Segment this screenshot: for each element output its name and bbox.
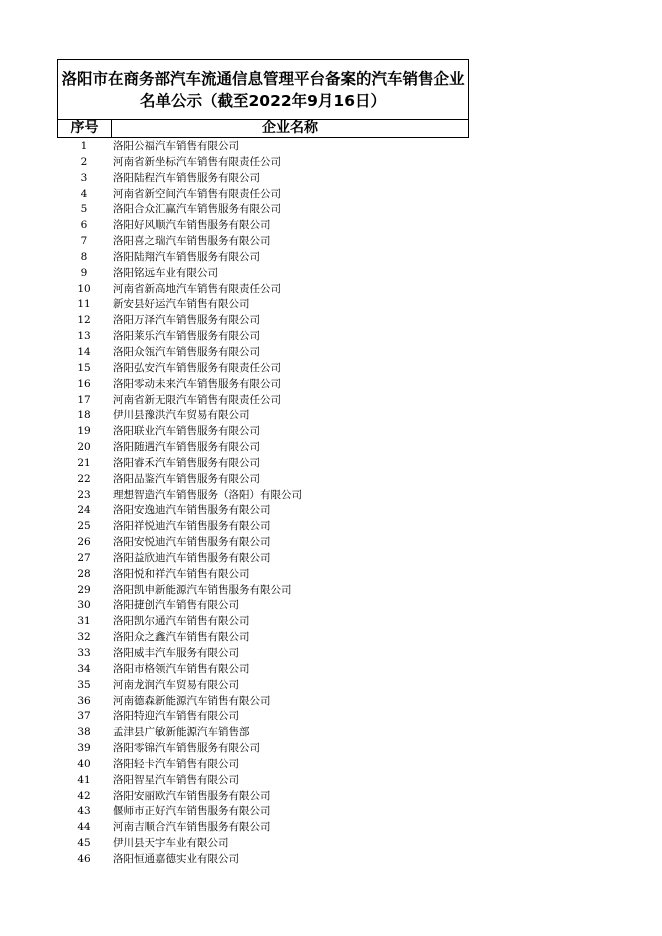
company-name-cell: 洛阳铭远车业有限公司 — [113, 266, 218, 279]
company-name-cell: 洛阳零锦汽车销售服务有限公司 — [113, 742, 260, 755]
table-row — [57, 139, 469, 155]
table-row — [57, 218, 469, 234]
company-name-cell: 洛阳公福汽车销售有限公司 — [113, 140, 239, 152]
table-row — [57, 313, 469, 329]
serial-number-cell: 22 — [77, 472, 91, 485]
table-row — [57, 646, 469, 662]
serial-number-cell: 17 — [77, 393, 91, 406]
serial-number-cell: 39 — [77, 742, 91, 755]
table-row — [57, 155, 469, 171]
company-name-cell: 孟津县广敏新能源汽车销售部 — [113, 726, 250, 739]
company-name-cell: 洛阳喜之瑞汽车销售服务有限公司 — [113, 235, 271, 248]
table-row — [57, 757, 469, 773]
serial-number-cell: 29 — [77, 583, 91, 596]
company-name-cell: 洛阳众之鑫汽车销售有限公司 — [113, 631, 250, 644]
company-name-cell: 河南省新坐标汽车销售有限责任公司 — [113, 155, 281, 168]
table-row — [57, 614, 469, 630]
table-row — [57, 852, 469, 868]
column-header-serial-number: 序号 — [58, 120, 112, 137]
serial-number-cell: 37 — [77, 710, 91, 723]
table-row — [57, 709, 469, 725]
serial-number-cell: 1 — [80, 140, 88, 152]
table-body — [57, 139, 469, 868]
serial-number-cell: 21 — [77, 456, 91, 469]
company-name-cell: 洛阳智星汽车销售有限公司 — [113, 773, 239, 786]
table-row — [57, 456, 469, 472]
serial-number-cell: 16 — [77, 377, 91, 390]
table-row — [57, 488, 469, 504]
serial-number-cell: 19 — [77, 425, 91, 438]
company-name-cell: 河南省新高地汽车销售有限责任公司 — [113, 282, 281, 295]
serial-number-cell: 45 — [77, 837, 91, 850]
table-row — [57, 694, 469, 710]
serial-number-cell: 15 — [77, 361, 91, 374]
company-name-cell: 伊川县豫洪汽车贸易有限公司 — [113, 409, 250, 422]
serial-number-cell: 34 — [77, 662, 91, 675]
spreadsheet-table — [57, 59, 469, 868]
table-row — [57, 329, 469, 345]
serial-number-cell: 46 — [77, 852, 91, 865]
serial-number-cell: 8 — [80, 250, 88, 263]
company-name-cell: 偃师市正好汽车销售服务有限公司 — [113, 805, 271, 818]
serial-number-cell: 38 — [77, 726, 91, 739]
company-name-cell: 洛阳万泽汽车销售服务有限公司 — [113, 314, 260, 327]
table-row — [57, 234, 469, 250]
table-row — [57, 836, 469, 852]
table-row — [57, 266, 469, 282]
company-name-cell: 洛阳零动未来汽车销售服务有限公司 — [113, 377, 281, 390]
serial-number-cell: 18 — [77, 409, 91, 422]
serial-number-cell: 24 — [77, 504, 91, 517]
serial-number-cell: 9 — [80, 266, 88, 279]
table-row — [57, 598, 469, 614]
company-name-cell: 洛阳众瓴汽车销售服务有限公司 — [113, 345, 260, 358]
serial-number-cell: 5 — [80, 203, 88, 216]
column-header-company-name: 企业名称 — [262, 120, 318, 136]
serial-number-cell: 4 — [80, 187, 88, 200]
company-name-cell: 洛阳益欣迪汽车销售服务有限公司 — [113, 551, 271, 564]
company-name-cell: 洛阳联业汽车销售服务有限公司 — [113, 425, 260, 438]
table-row — [57, 741, 469, 757]
company-name-cell: 洛阳轻卡汽车销售有限公司 — [113, 757, 239, 770]
company-name-cell: 洛阳悦和祥汽车销售有限公司 — [113, 567, 250, 580]
company-name-cell: 洛阳睿禾汽车销售服务有限公司 — [113, 456, 260, 469]
table-row — [57, 202, 469, 218]
company-name-cell: 洛阳品鉴汽车销售服务有限公司 — [113, 472, 260, 485]
serial-number-cell: 33 — [77, 647, 91, 659]
serial-number-cell: 27 — [77, 551, 91, 564]
table-header-row — [57, 119, 469, 138]
company-name-cell: 理想智造汽车销售服务（洛阳）有限公司 — [113, 488, 302, 501]
serial-number-cell: 20 — [77, 441, 91, 454]
table-row — [57, 725, 469, 741]
company-name-cell: 洛阳恒通嘉德实业有限公司 — [113, 852, 239, 865]
company-name-cell: 伊川县天宇车业有限公司 — [113, 837, 229, 850]
serial-number-cell: 7 — [80, 235, 88, 248]
table-row — [57, 567, 469, 583]
table-row — [57, 773, 469, 789]
serial-number-cell: 14 — [77, 345, 91, 358]
serial-number-cell: 23 — [77, 488, 91, 501]
serial-number-cell: 2 — [80, 155, 88, 168]
company-name-cell: 洛阳弘安汽车销售服务有限责任公司 — [113, 361, 281, 374]
serial-number-cell: 26 — [77, 536, 91, 549]
serial-number-cell: 32 — [77, 631, 91, 644]
company-name-cell: 洛阳陆翔汽车销售服务有限公司 — [113, 250, 260, 263]
table-row — [57, 804, 469, 820]
company-name-cell: 洛阳捷创汽车销售有限公司 — [113, 599, 239, 612]
company-name-cell: 洛阳安逸迪汽车销售服务有限公司 — [113, 504, 271, 517]
company-name-cell: 河南省新空间汽车销售有限责任公司 — [113, 187, 281, 200]
company-name-cell: 洛阳好风顺汽车销售服务有限公司 — [113, 219, 271, 232]
serial-number-cell: 12 — [77, 314, 91, 327]
company-name-cell: 河南德森新能源汽车销售有限公司 — [113, 694, 271, 707]
serial-number-cell: 44 — [77, 821, 91, 834]
table-row — [57, 187, 469, 203]
table-row — [57, 551, 469, 567]
table-row — [57, 583, 469, 599]
serial-number-cell: 43 — [77, 805, 91, 818]
serial-number-cell: 41 — [77, 773, 91, 786]
table-row — [57, 440, 469, 456]
company-name-cell: 河南吉顺合汽车销售服务有限公司 — [113, 821, 271, 834]
serial-number-cell: 28 — [77, 567, 91, 580]
company-name-cell: 洛阳凯尔通汽车销售有限公司 — [113, 615, 250, 628]
serial-number-cell: 25 — [77, 520, 91, 533]
table-row — [57, 662, 469, 678]
table-row — [57, 789, 469, 805]
table-row — [57, 408, 469, 424]
serial-number-cell: 10 — [77, 282, 91, 295]
table-row — [57, 297, 469, 313]
table-row — [57, 472, 469, 488]
company-name-cell: 洛阳莱乐汽车销售服务有限公司 — [113, 330, 260, 343]
company-name-cell: 洛阳特迎汽车销售有限公司 — [113, 710, 239, 723]
serial-number-cell: 30 — [77, 599, 91, 612]
serial-number-cell: 36 — [77, 694, 91, 707]
table-title-line-2: 名单公示（截至2022年9月16日） — [140, 91, 386, 110]
table-row — [57, 171, 469, 187]
table-row — [57, 361, 469, 377]
table-row — [57, 250, 469, 266]
company-name-cell: 洛阳安悦迪汽车销售服务有限公司 — [113, 536, 271, 549]
table-row — [57, 424, 469, 440]
company-name-cell: 洛阳市格领汽车销售有限公司 — [113, 662, 250, 675]
company-name-cell: 洛阳随遇汽车销售服务有限公司 — [113, 441, 260, 454]
table-row — [57, 519, 469, 535]
serial-number-cell: 13 — [77, 330, 91, 343]
table-row — [57, 630, 469, 646]
table-row — [57, 282, 469, 298]
serial-number-cell: 6 — [80, 219, 88, 232]
company-name-cell: 洛阳安丽欧汽车销售服务有限公司 — [113, 789, 271, 802]
serial-number-cell: 42 — [77, 789, 91, 802]
company-name-cell: 新安县好运汽车销售有限公司 — [113, 298, 250, 311]
table-row — [57, 535, 469, 551]
table-title-line-1: 洛阳市在商务部汽车流通信息管理平台备案的汽车销售企业 — [61, 69, 465, 88]
company-name-cell: 洛阳威丰汽车服务有限公司 — [113, 647, 239, 659]
company-name-cell: 洛阳凯申新能源汽车销售服务有限公司 — [113, 583, 292, 596]
serial-number-cell: 35 — [77, 678, 91, 691]
table-row — [57, 678, 469, 694]
table-row — [57, 820, 469, 836]
serial-number-cell: 11 — [77, 298, 91, 311]
serial-number-cell: 3 — [80, 171, 88, 184]
company-name-cell: 洛阳合众汇赢汽车销售服务有限公司 — [113, 203, 281, 216]
company-name-cell: 洛阳陆程汽车销售服务有限公司 — [113, 171, 260, 184]
company-name-cell: 河南龙润汽车贸易有限公司 — [113, 678, 239, 691]
table-row — [57, 377, 469, 393]
company-name-cell: 河南省新无限汽车销售有限责任公司 — [113, 393, 281, 406]
table-row — [57, 345, 469, 361]
serial-number-cell: 40 — [77, 757, 91, 770]
company-name-cell: 洛阳祥悦迪汽车销售服务有限公司 — [113, 520, 271, 533]
table-row — [57, 393, 469, 409]
serial-number-cell: 31 — [77, 615, 91, 628]
table-row — [57, 503, 469, 519]
table-title — [57, 59, 469, 119]
